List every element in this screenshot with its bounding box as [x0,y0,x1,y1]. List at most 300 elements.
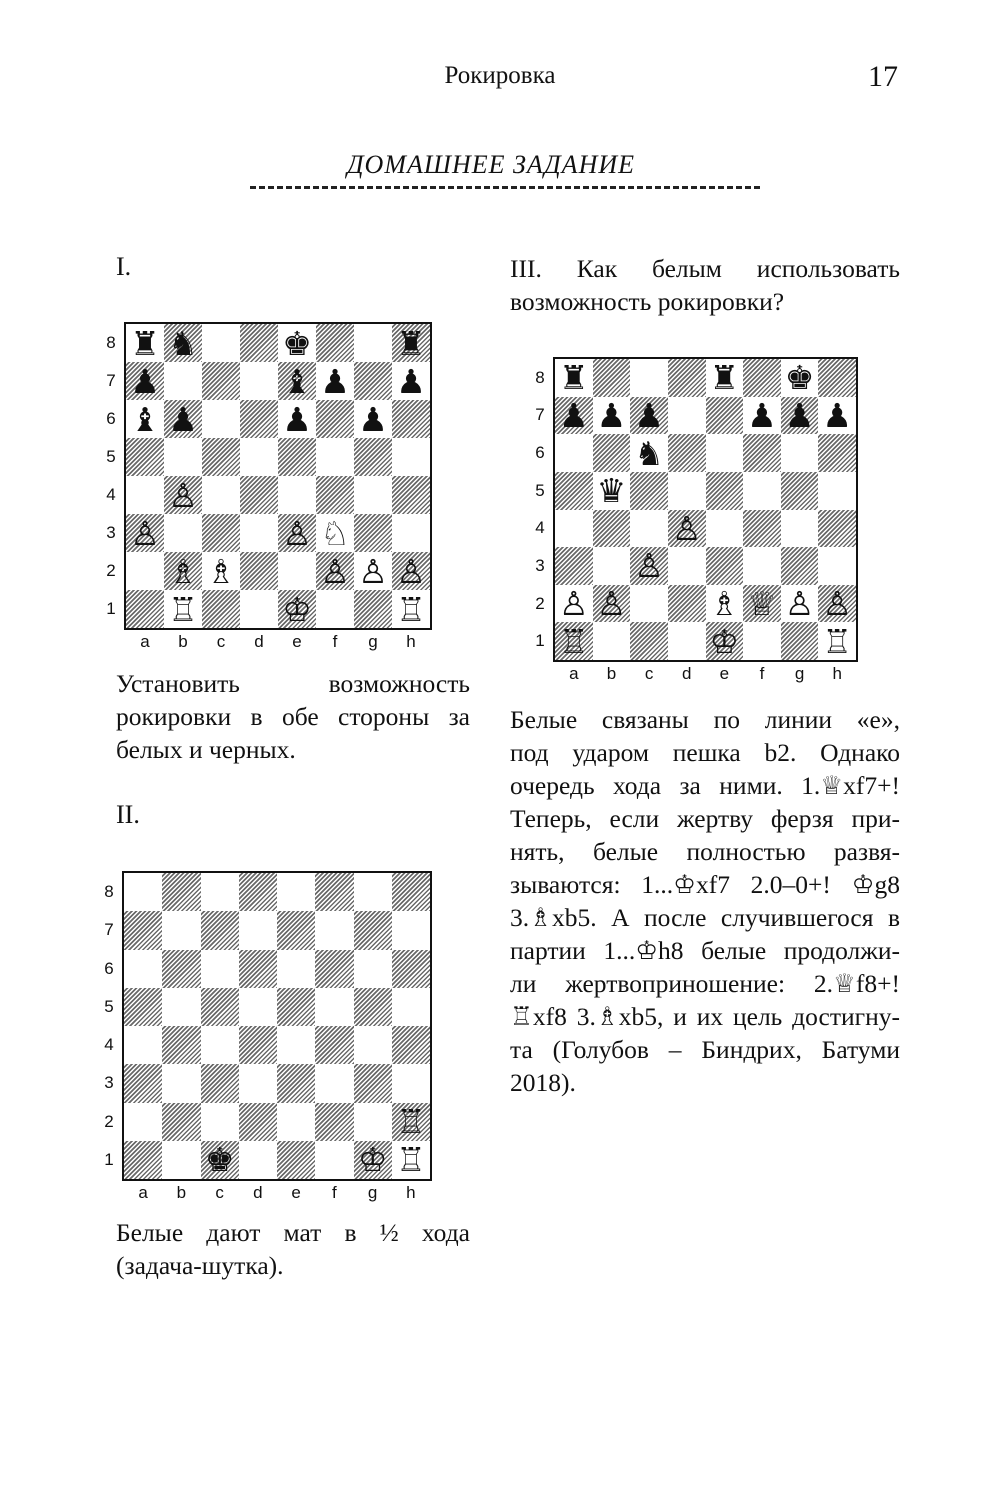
rank-label: 2 [106,561,116,580]
square-g1 [781,622,819,660]
square-g1 [354,590,392,628]
square-g3 [781,547,819,585]
square-e5 [706,472,744,510]
piece-a1: ♖ [559,622,589,660]
square-d4 [240,476,278,514]
square-d2 [239,1103,277,1141]
board-grid [553,357,858,662]
piece-h7: ♟ [396,362,426,400]
square-e7 [278,362,316,400]
piece-h8: ♜ [396,324,426,362]
square-h2 [818,585,856,623]
square-d6 [240,400,278,438]
file-label: e [719,664,730,683]
section-title: ДОМАШНЕЕ ЗАДАНИЕ [347,150,635,179]
square-a8 [555,359,593,397]
rank-label: 4 [106,485,116,504]
problem-3-line: 2018). [510,1068,576,1097]
square-h2 [392,552,430,590]
piece-b7: ♟ [596,396,627,435]
square-c7 [630,397,668,435]
square-a6 [126,400,164,438]
square-a1 [126,590,164,628]
square-e4 [277,1026,315,1064]
problem-3-line: Теперь, если жертву ферзя при- [510,804,900,833]
square-c8 [201,873,239,911]
piece-f2: ♕ [747,584,777,623]
piece-a2: ♙ [559,584,589,623]
rank-label: 3 [106,523,116,542]
rank-label: 7 [106,371,116,390]
problem-3-line: зываются: 1...♔xf7 2.0–0+! ♔g8 [510,870,900,899]
square-e8 [277,873,315,911]
square-h6 [818,434,856,472]
square-e5 [278,438,316,476]
square-d2 [240,552,278,590]
piece-h1: ♖ [822,622,852,660]
piece-g6: ♟ [358,400,388,438]
square-a6 [555,434,593,472]
square-e6 [278,400,316,438]
square-e2 [706,585,744,623]
square-a2 [124,1103,162,1141]
dashed-rule [250,186,760,189]
piece-h2: ♖ [396,1102,426,1141]
problem-3-label: III. Как белым использовать возможность рокировки? [510,254,900,316]
piece-a7: ♟ [130,362,160,400]
piece-f3: ♘ [320,514,350,552]
file-label: f [759,664,765,683]
square-g7 [781,397,819,435]
rank-label: 3 [104,1073,114,1093]
file-label: a [140,632,150,651]
square-g1 [354,1141,392,1179]
square-g5 [354,438,392,476]
file-label: a [138,1183,148,1202]
square-b8 [593,359,631,397]
square-c6 [201,950,239,988]
square-a8 [124,873,162,911]
square-c3 [202,514,240,552]
square-f5 [743,472,781,510]
square-f4 [315,1026,353,1064]
piece-a6: ♝ [130,400,160,438]
piece-a8: ♜ [130,324,160,362]
problem-3-line: нять, белые полностью развя- [510,837,900,866]
file-label: f [332,632,338,651]
square-f3 [315,1064,353,1102]
square-e3 [278,514,316,552]
square-a7 [124,911,162,949]
square-h6 [392,400,430,438]
problem-1-label: I. [116,252,132,281]
square-f6 [315,950,353,988]
piece-b5: ♛ [596,471,627,510]
piece-c6: ♞ [634,434,664,472]
rank-label: 6 [106,409,116,428]
square-d3 [239,1064,277,1102]
square-e6 [706,434,744,472]
square-b6 [162,950,200,988]
square-e1 [277,1141,315,1179]
file-label: a [569,664,579,683]
rank-label: 1 [104,1149,114,1169]
file-label: c [215,1183,224,1202]
square-c8 [202,324,240,362]
square-f1 [315,1141,353,1179]
square-e3 [277,1064,315,1102]
rank-label: 1 [106,599,116,618]
square-d1 [668,622,706,660]
square-b2 [164,552,202,590]
square-g2 [781,585,819,623]
square-c5 [202,438,240,476]
problem-3-line: та (Голубов – Биндрих, Батуми [510,1035,900,1064]
square-c7 [201,911,239,949]
square-e8 [278,324,316,362]
square-h4 [392,1026,430,1064]
piece-e6: ♟ [282,400,312,438]
square-c3 [201,1064,239,1102]
square-g6 [354,950,392,988]
square-a4 [124,1026,162,1064]
square-a5 [555,472,593,510]
rank-label: 5 [535,480,545,500]
square-b7 [162,911,200,949]
square-c6 [202,400,240,438]
square-b8 [164,324,202,362]
square-b1 [164,590,202,628]
piece-e2: ♗ [709,584,740,623]
piece-h2: ♙ [396,552,426,590]
square-c5 [630,472,668,510]
piece-g2: ♙ [358,552,388,590]
square-a7 [126,362,164,400]
problem-3-line: Белые связаны по линии «е», [510,705,900,734]
square-h7 [392,911,430,949]
board-grid [122,871,432,1181]
square-g6 [354,400,392,438]
square-a8 [126,324,164,362]
square-f2 [316,552,354,590]
square-b2 [162,1103,200,1141]
piece-e7: ♝ [282,362,312,400]
square-c4 [202,476,240,514]
square-h4 [818,510,856,548]
square-b5 [162,988,200,1026]
square-b1 [162,1141,200,1179]
square-d3 [240,514,278,552]
square-b4 [162,1026,200,1064]
square-d4 [239,1026,277,1064]
square-d8 [240,324,278,362]
square-b6 [164,400,202,438]
square-h5 [392,988,430,1026]
board-grid [124,322,432,630]
problem-3-line: очередь хода за ними. 1.♕xf7+! [510,771,900,800]
square-c3 [630,547,668,585]
rank-label: 2 [104,1111,114,1131]
square-d8 [668,359,706,397]
square-f1 [316,590,354,628]
piece-a7: ♟ [559,396,589,435]
piece-e3: ♙ [282,514,312,552]
problem-3-line: ♖xf8 3.♗xb5, и их цель достигну- [510,1002,900,1031]
rank-label: 7 [104,920,114,940]
square-d8 [239,873,277,911]
square-d6 [668,434,706,472]
square-h7 [818,397,856,435]
problem-3-line: 3.♗xb5. А после случившегося в [510,903,900,932]
square-h3 [392,514,430,552]
square-b5 [164,438,202,476]
square-g6 [781,434,819,472]
square-d2 [668,585,706,623]
square-b7 [164,362,202,400]
square-c8 [630,359,668,397]
problem-1-text: Установить возможность рокировки в обе стороны за белых и черных. [116,669,470,764]
square-d7 [668,397,706,435]
square-f7 [316,362,354,400]
square-b5 [593,472,631,510]
square-b2 [593,585,631,623]
square-h1 [392,590,430,628]
square-c2 [630,585,668,623]
square-f7 [315,911,353,949]
rank-label: 5 [106,447,116,466]
square-g8 [781,359,819,397]
problem-3-line: под ударом пешка b2. Однако [510,738,900,767]
piece-d4: ♙ [671,509,702,548]
square-a7 [555,397,593,435]
square-g3 [354,514,392,552]
problem-2-text: Белые дают мат в ½ хода (задача-шутка). [116,1218,470,1280]
piece-g7: ♟ [784,396,815,435]
square-f4 [316,476,354,514]
rank-label: 8 [106,333,116,352]
file-label: e [292,632,302,651]
square-g7 [354,362,392,400]
square-d7 [240,362,278,400]
square-c1 [630,622,668,660]
square-a1 [555,622,593,660]
rank-label: 6 [104,958,114,978]
square-h1 [818,622,856,660]
square-b8 [162,873,200,911]
piece-g8: ♚ [784,359,815,397]
rank-label: 3 [535,555,545,575]
file-label: d [253,1183,263,1202]
square-e7 [706,397,744,435]
piece-a8: ♜ [559,359,589,397]
square-g5 [781,472,819,510]
rank-label: 2 [535,593,545,613]
problem-3-line: партии 1...♔h8 белые продолжи- [510,936,900,965]
square-h6 [392,950,430,988]
file-label: b [178,632,188,651]
square-f2 [743,585,781,623]
piece-b2: ♗ [168,552,198,590]
piece-b6: ♟ [168,400,198,438]
rank-label: 8 [104,882,114,902]
square-b1 [593,622,631,660]
file-label: c [216,632,226,651]
piece-a3: ♙ [130,514,160,552]
rank-label: 8 [535,367,545,387]
piece-g1: ♔ [357,1140,388,1179]
square-e6 [277,950,315,988]
square-h5 [818,472,856,510]
piece-c3: ♙ [634,547,664,585]
square-a5 [124,988,162,1026]
square-d1 [240,590,278,628]
piece-g2: ♙ [784,584,815,623]
square-b3 [164,514,202,552]
square-a1 [124,1141,162,1179]
square-h8 [392,324,430,362]
piece-f7: ♟ [320,362,350,400]
file-label: b [606,664,617,683]
square-g2 [354,552,392,590]
square-a3 [126,514,164,552]
square-e4 [278,476,316,514]
file-label: f [332,1183,337,1202]
square-f6 [316,400,354,438]
square-c6 [630,434,668,472]
piece-c1: ♚ [204,1140,235,1179]
running-header: Рокировка [444,62,556,89]
square-h3 [818,547,856,585]
square-d4 [668,510,706,548]
square-c2 [201,1103,239,1141]
square-h1 [392,1141,430,1179]
file-label: h [832,664,842,683]
piece-b8: ♞ [168,324,198,362]
square-e2 [278,552,316,590]
square-f6 [743,434,781,472]
square-e4 [706,510,744,548]
square-h4 [392,476,430,514]
square-a2 [126,552,164,590]
square-g7 [354,911,392,949]
file-label: g [367,1183,378,1202]
piece-b2: ♙ [596,584,627,623]
square-h7 [392,362,430,400]
square-a3 [124,1064,162,1102]
piece-c7: ♟ [634,396,664,435]
square-c2 [202,552,240,590]
square-d5 [668,472,706,510]
square-a5 [126,438,164,476]
rank-label: 5 [104,996,114,1016]
square-d7 [239,911,277,949]
square-c1 [201,1141,239,1179]
piece-f2: ♙ [320,552,350,590]
file-label: h [406,1183,416,1202]
square-f1 [743,622,781,660]
square-f4 [743,510,781,548]
square-f8 [743,359,781,397]
square-f3 [743,547,781,585]
piece-e1: ♔ [282,590,312,628]
page-number: 17 [868,60,898,93]
square-g5 [354,988,392,1026]
square-g4 [781,510,819,548]
square-g2 [354,1103,392,1141]
rank-label: 1 [535,631,545,651]
square-f2 [315,1103,353,1141]
rank-label: 4 [535,518,545,538]
square-f8 [316,324,354,362]
piece-b1: ♖ [168,590,198,628]
rank-label: 4 [104,1035,114,1055]
square-g4 [354,476,392,514]
square-a4 [555,510,593,548]
square-d5 [240,438,278,476]
square-d3 [668,547,706,585]
piece-h1: ♖ [396,1140,426,1179]
square-f3 [316,514,354,552]
square-f5 [316,438,354,476]
square-b6 [593,434,631,472]
square-a6 [124,950,162,988]
problem-2-label: II. [116,800,140,829]
square-e1 [706,622,744,660]
square-b3 [593,547,631,585]
square-a3 [555,547,593,585]
square-f8 [315,873,353,911]
piece-e8: ♜ [709,359,740,397]
square-g8 [354,873,392,911]
square-d1 [239,1141,277,1179]
file-label: c [644,664,654,683]
square-h3 [392,1064,430,1102]
problem-3-text [510,703,900,1099]
piece-h2: ♙ [822,584,852,623]
file-label: d [681,664,692,683]
square-d5 [239,988,277,1026]
square-e7 [277,911,315,949]
piece-h7: ♟ [822,396,852,435]
piece-f7: ♟ [747,396,777,435]
square-e5 [277,988,315,1026]
file-label: d [254,632,264,651]
square-e8 [706,359,744,397]
square-h5 [392,438,430,476]
square-a4 [126,476,164,514]
square-h2 [392,1103,430,1141]
square-g8 [354,324,392,362]
square-h8 [392,873,430,911]
square-b4 [593,510,631,548]
piece-e8: ♚ [282,324,312,362]
square-e1 [278,590,316,628]
piece-c2: ♗ [206,552,236,590]
square-d6 [239,950,277,988]
file-label: e [291,1183,301,1202]
square-f7 [743,397,781,435]
file-label: g [794,664,805,683]
file-label: g [368,632,378,651]
piece-h1: ♖ [396,590,426,628]
file-label: b [176,1183,187,1202]
square-g4 [354,1026,392,1064]
rank-label: 6 [535,443,545,463]
square-c5 [201,988,239,1026]
piece-b4: ♙ [168,476,198,514]
square-b3 [162,1064,200,1102]
square-c7 [202,362,240,400]
